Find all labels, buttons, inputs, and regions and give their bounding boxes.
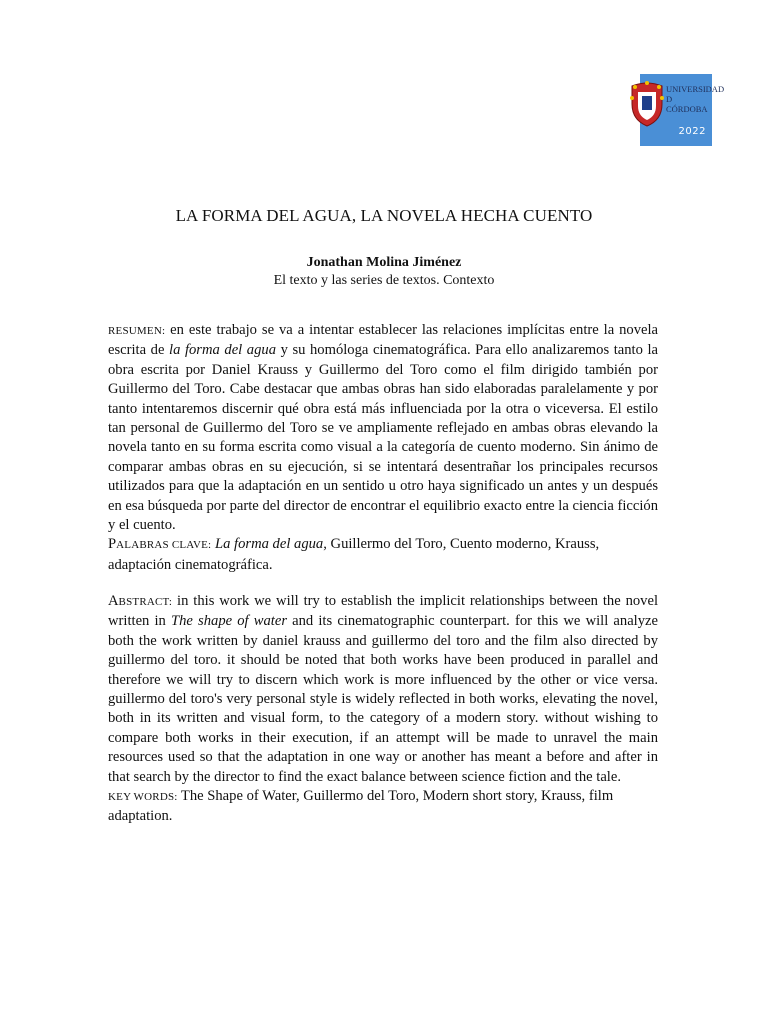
university-logo	[626, 74, 725, 146]
university-crest-icon	[626, 78, 668, 128]
year-label: 2022	[678, 126, 706, 137]
abstract-label: BSTRACT:	[118, 596, 173, 608]
affiliation: El texto y las series de textos. Contexto	[273, 273, 495, 288]
keywords-label: ALABRAS CLAVE:	[116, 539, 212, 552]
resumen-text: y su homóloga cinematográfica. Para ello analizaremos tanto la obra escrita por Daniel Krauss y Guillermo del Toro como el film dirigido también por Guillermo del Toro. Cabe destacar que ambas obras han sido elaboradas paralelamente y por tanto intentaremos discernir qué obra está más influenciada por la otra o viceversa. El estilo tan personal de Guillermo del Toro se ve ampliamente reflejado en ambas obras elevando la novela tanto en su forma escrita como visual a la categoría de cuento moderno. Sin ánimo de comparar ambas obras en su ejecución, si se intentará desentrañar los principales recursos utilizados para que la adaptación en un sentido u otro haya significado un antes y un después en esa búsqueda por parte del director de encontrar el equilibrio exacto entre la ciencia ficción y el cuento.	[108, 342, 659, 534]
university-line: D	[666, 94, 673, 104]
keywords-italic: La forma del agua	[214, 536, 324, 553]
abstract-section	[108, 592, 658, 827]
kw-label: EY WORDS:	[116, 791, 178, 804]
abstract-label-cap: A	[108, 593, 119, 609]
keywords-label-cap: P	[108, 536, 117, 553]
keywords-text: , Guillermo del Toro, Cuento moderno, Krauss, adaptación cinematográfica.	[108, 536, 600, 573]
resumen-text: en este trabajo se va a intentar establecer las relaciones implícitas entre la novela escrita de	[108, 322, 658, 359]
palabras-clave	[108, 535, 658, 575]
university-line: CÓRDOBA	[666, 104, 708, 114]
abstract-text: in this work we will try to establish the implicit relationships between the novel written in	[108, 593, 658, 630]
paper-title: LA FORMA DEL AGUA, LA NOVELA HECHA CUENTO	[175, 206, 593, 225]
key-words	[108, 787, 658, 827]
resumen-section	[108, 321, 658, 575]
resumen-italic: la forma del agua	[169, 342, 276, 359]
kw-text: The Shape of Water, Guillermo del Toro, Modern short story, Krauss, film adaptation.	[108, 788, 614, 825]
kw-label-cap: K	[108, 791, 117, 804]
author-name: Jonathan Molina Jiménez	[306, 255, 462, 270]
university-line: UNIVERSIDAD	[666, 84, 725, 94]
abstract-text: and its cinematographic counterpart. for this we will analyze both the work written by daniel krauss and guillermo del toro and the film also directed by guillermo del toro. it should be noted that both works have been produced in parallel and therefore we will try to discern which work is more influenced by the other or vice versa. guillermo del toro's very personal style is widely reflected in both works, elevating the novel, both in its written and visual form, to the category of a modern story. without wishing to compare both works in their execution, if an attempt will be made to unravel the main resources used so that the adaptation in one way or another has meant a before and after in that search by the director to find the exact balance between science fiction and the tale.	[108, 613, 658, 785]
abstract-italic: The shape of water	[171, 613, 287, 630]
university-name	[666, 84, 724, 114]
resumen-label: RESUMEN:	[108, 325, 166, 337]
